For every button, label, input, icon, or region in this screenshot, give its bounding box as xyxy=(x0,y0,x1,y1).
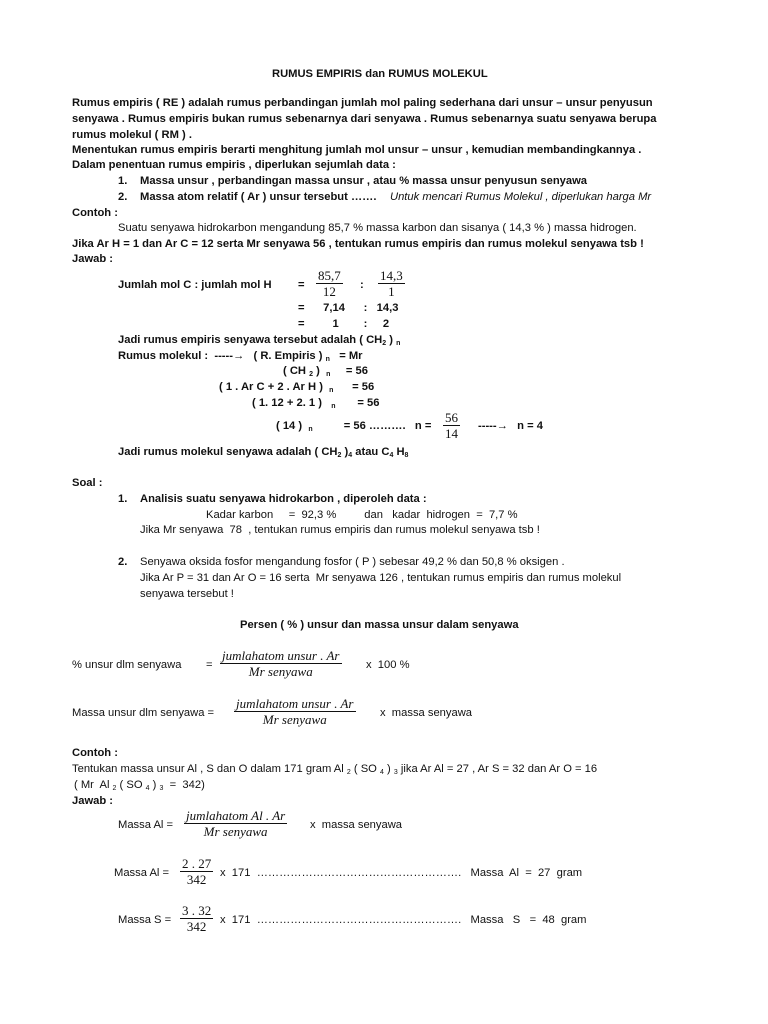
fraction-al-value xyxy=(180,856,213,887)
fraction-denominator: 342 xyxy=(186,872,207,887)
question-text: Analisis suatu senyawa hidrokarbon , diperoleh data : xyxy=(140,493,427,505)
fraction-numerator: jumlahatom unsur . Ar xyxy=(236,696,354,711)
formula-label: % unsur dlm senyawa xyxy=(72,659,182,671)
fraction-numerator: 2 . 27 xyxy=(182,856,212,871)
fraction-numerator: 85,7 xyxy=(318,268,341,283)
calc-label: Massa Al = xyxy=(114,867,170,879)
section-heading: Persen ( % ) unsur dan massa unsur dalam senyawa xyxy=(240,619,519,631)
question-data: Kadar karbon = 92,3 % dan kadar hidrogen = 7,7 % xyxy=(206,509,518,521)
list-number: 1. xyxy=(118,493,128,505)
list-item-note: Untuk mencari Rumus Molekul , diperlukan harga Mr xyxy=(390,191,652,203)
fraction-numerator: 56 xyxy=(445,410,458,425)
fraction-al xyxy=(184,808,287,839)
fraction-mol-h xyxy=(378,268,405,299)
fraction-denominator: Mr senyawa xyxy=(248,664,313,679)
fraction-numerator: jumlahatom Al . Ar xyxy=(186,808,286,823)
calc-label: Massa S = xyxy=(118,914,172,926)
problem-text: Suatu senyawa hidrokarbon mengandung 85,7 % massa karbon dan sisanya ( 14,3 % ) massa hidrogen. xyxy=(118,222,637,234)
fraction-massa xyxy=(234,696,356,727)
empiris-result: Jadi rumus empiris senyawa tersebut adalah ( $CH_2$ ) $_n$ xyxy=(118,334,401,347)
section-label: Soal : xyxy=(72,477,103,489)
formula-tail: x massa senyawa xyxy=(310,819,403,831)
problem-text: ( Mr Al $_2$ ( SO $_4$ ) $_3$ = 342) xyxy=(74,779,205,792)
section-label: Contoh : xyxy=(72,207,118,219)
list-number: 2. xyxy=(118,191,128,203)
ratio-row: = 7,14 : 14,3 xyxy=(298,302,399,314)
page-title: RUMUS EMPIRIS dan RUMUS MOLEKUL xyxy=(272,68,488,80)
fraction-denominator: 342 xyxy=(186,919,207,934)
rm-step: Rumus molekul : -----→ ( R. Empiris ) $_n$ = Mr xyxy=(118,350,363,363)
fraction-denominator: 1 xyxy=(388,284,395,299)
question-text: senyawa tersebut ! xyxy=(140,588,234,600)
intro-line: Rumus empiris ( RE ) adalah rumus perbandingan jumlah mol paling sederhana dari unsur – unsur penyusun xyxy=(72,97,653,109)
answer-label: Jawab : xyxy=(72,795,114,807)
mol-ratio-label: Jumlah mol C : jumlah mol H xyxy=(118,279,272,291)
equals-sign: = xyxy=(298,279,305,291)
fraction-percent xyxy=(220,648,342,679)
calc-result: x 171 ………………………………………………. Massa S = 48 gram xyxy=(220,914,587,926)
rm-step: ( 14 ) $_n$ = 56 ………. n = xyxy=(276,420,432,433)
fraction-denominator: Mr senyawa xyxy=(262,712,327,727)
ratio-colon: : xyxy=(360,279,364,291)
rm-step: ( 1 . Ar C + 2 . Ar H ) $_n$ = 56 xyxy=(219,381,375,394)
formula-tail: x massa senyawa xyxy=(380,707,473,719)
problem-text: Jika Ar H = 1 dan Ar C = 12 serta Mr senyawa 56 , tentukan rumus empiris dan rumus molekul senyawa tsb ! xyxy=(72,238,644,250)
list-item: Massa unsur , perbandingan massa unsur , atau % massa unsur penyusun senyawa xyxy=(140,175,588,187)
formula-tail: x 100 % xyxy=(366,659,410,671)
fraction-mol-c xyxy=(316,268,343,299)
question-text: Senyawa oksida fosfor mengandung fosfor ( P ) sebesar 49,2 % dan 50,8 % oksigen . xyxy=(140,556,565,568)
question-text: Jika Mr senyawa 78 , tentukan rumus empiris dan rumus molekul senyawa tsb ! xyxy=(140,524,540,536)
intro-line: Dalam penentuan rumus empiris , diperlukan sejumlah data : xyxy=(72,159,396,171)
fraction-s-value xyxy=(180,903,213,934)
rm-step: ( CH $_2$ ) $_n$ = 56 xyxy=(283,365,368,378)
fraction-denominator: 12 xyxy=(322,284,336,299)
molekul-result: Jadi rumus molekul senyawa adalah ( $CH_2$ )$_4$ atau $C_4$ $H_8$ xyxy=(118,446,409,459)
fraction-denominator: Mr senyawa xyxy=(203,824,268,839)
list-item: Massa atom relatif ( Ar ) unsur tersebut ……. xyxy=(140,191,377,203)
ratio-row: = 1 : 2 xyxy=(298,318,390,330)
fraction-n xyxy=(443,410,460,441)
rm-result: -----→ n = 4 xyxy=(478,420,543,432)
rm-step: ( 1. 12 + 2. 1 ) $_n$ = 56 xyxy=(252,397,380,410)
list-number: 1. xyxy=(118,175,128,187)
question-text: Jika Ar P = 31 dan Ar O = 16 serta Mr senyawa 126 , tentukan rumus empiris dan rumus molekul xyxy=(140,572,622,584)
equals-sign: = xyxy=(206,659,213,671)
intro-line: Menentukan rumus empiris berarti menghitung jumlah mol unsur – unsur , kemudian membandingkannya . xyxy=(72,144,642,156)
fraction-numerator: jumlahatom unsur . Ar xyxy=(222,648,340,663)
fraction-numerator: 3 . 32 xyxy=(182,903,212,918)
section-label: Contoh : xyxy=(72,747,118,759)
fraction-denominator: 14 xyxy=(445,426,458,441)
fraction-numerator: 14,3 xyxy=(380,268,403,283)
answer-label: Jawab : xyxy=(72,253,114,265)
formula-label: Massa unsur dlm senyawa = xyxy=(72,707,215,719)
problem-text: Tentukan massa unsur Al , S dan O dalam 171 gram Al $_2$ ( SO $_4$ ) $_3$ jika Ar Al = 27 , Ar S = 32 dan Ar O = 16 xyxy=(72,763,598,776)
intro-line: rumus molekul ( RM ) . xyxy=(72,129,192,141)
formula-label: Massa Al = xyxy=(118,819,174,831)
intro-line: senyawa . Rumus empiris bukan rumus sebenarnya dari senyawa . Rumus sebenarnya suatu senyawa berupa xyxy=(72,113,657,125)
list-number: 2. xyxy=(118,556,128,568)
calc-result: x 171 ………………………………………………. Massa Al = 27 gram xyxy=(220,867,583,879)
